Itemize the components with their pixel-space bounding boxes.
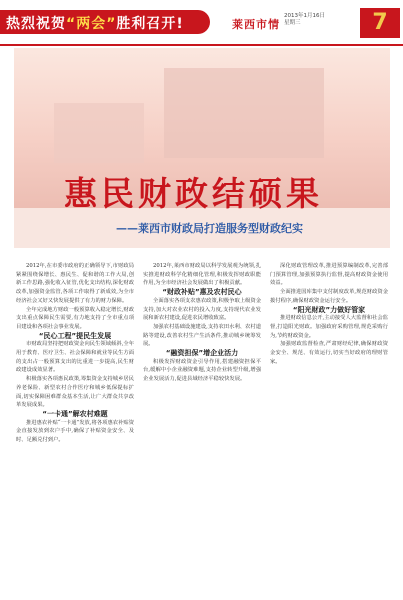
feature-photo bbox=[14, 48, 390, 248]
paragraph: 全面落实各项支农惠农政策,积极争取上级资金支持,加大对农业农村的投入力度,支持现代农业发展和新农村建设,促进农民增收致富。 bbox=[143, 297, 261, 322]
issue-date bbox=[284, 13, 325, 27]
section-heading: “财政补贴”惠及农村民心 bbox=[162, 288, 242, 297]
paragraph: 2012年,莱西市财政局以科学发展观为统领,扎实推进财政科学化精细化管理,积极发挥财政职能作用,为全市经济社会发展做出了积极贡献。 bbox=[143, 263, 261, 287]
article-column-1 bbox=[16, 262, 134, 592]
paragraph: 2012年,在市委市政府的正确领导下,市财政局紧紧围绕保增长、惠民生、促和谐的工作大局,创新工作思路,强化收入征管,优化支出结构,深化财政改革,加强资金监管,各项工作取得了新成效,为全市经济社会又好又快发展提供了有力的财力保障。 bbox=[16, 263, 134, 304]
banner-prefix: 热烈祝贺 bbox=[6, 16, 66, 32]
paragraph: 积极落实各项惠民政策,筹集资金支持城乡居民养老保险、新型农村合作医疗和城乡低保提标扩面,切实保障困难群众基本生活,让广大群众共享改革发展成果。 bbox=[16, 376, 134, 409]
page-number-box bbox=[360, 8, 400, 38]
date-line-2: 星期三 bbox=[284, 20, 301, 26]
paragraph: 推进财政信息公开,主动接受人大监督和社会监督,打造阳光财政。加强政府采购管理,规范采购行为,节约财政资金。 bbox=[270, 315, 388, 339]
section-heading: “一卡通”解农村难题 bbox=[42, 409, 108, 418]
paragraph: 市财政局坚持把财政资金向民生领域倾斜,全年用于教育、医疗卫生、社会保障和就业等民生方面的支出占一般预算支出的比重进一步提高,民生财政建设成效显著。 bbox=[16, 341, 134, 374]
feature-subheadline: ——莱西市财政局打造服务型财政纪实 bbox=[116, 222, 303, 235]
paragraph: 加强农村基础设施建设,支持农田水利、农村道路等建设,改善农村生产生活条件,推动城乡统筹发展。 bbox=[143, 323, 261, 348]
section-heading: “阳光财政”力做好管家 bbox=[292, 305, 366, 314]
section-heading: “融资担保”增企业活力 bbox=[165, 349, 239, 358]
banner-suffix: 胜利召开! bbox=[116, 16, 184, 32]
paragraph: 全面推进国库集中支付制度改革,规范财政资金拨付程序,确保财政资金运行安全。 bbox=[270, 289, 388, 304]
paragraph: 积极发挥财政资金引导作用,搭建融资担保平台,缓解中小企业融资难题,支持企业转型升级,增强企业发展活力,促进县域经济平稳较快发展。 bbox=[143, 358, 261, 383]
feature-headline: 惠民财政结硕果 bbox=[64, 174, 323, 213]
paragraph: 推进惠农补贴“一卡通”发放,将各项惠农补贴资金直接发放到农户手中,确保了补贴资金安全、及时、足额兑付到户。 bbox=[16, 419, 134, 444]
banner-highlight: “两会” bbox=[66, 16, 117, 32]
article-column-2 bbox=[143, 262, 261, 592]
article-column-3 bbox=[270, 262, 388, 592]
celebration-banner bbox=[0, 10, 210, 34]
page-number: 7 bbox=[372, 10, 388, 35]
paragraph: 深化财政管理改革,推进预算编制改革,完善部门预算管理,加强预算执行监督,提高财政资金使用效益。 bbox=[270, 263, 388, 287]
paragraph: 加强财政监督检查,严肃财经纪律,确保财政资金安全、规范、有效运行,切实当好政府的理财管家。 bbox=[270, 341, 388, 365]
section-heading: “民心工程”提民生发展 bbox=[38, 331, 112, 340]
building-silhouette-left bbox=[54, 103, 144, 163]
date-line-1: 2013年1月16日 bbox=[284, 13, 325, 19]
paragraph: 全年完成地方财政一般预算收入稳定增长,财政支出重点保障民生需要,有力地支持了全市重点项目建设和各项社会事业发展。 bbox=[16, 306, 134, 330]
building-silhouette bbox=[164, 68, 324, 158]
banner-text bbox=[6, 13, 184, 33]
newspaper-header bbox=[0, 0, 403, 44]
section-title: 莱西市情 bbox=[232, 18, 280, 31]
header-divider bbox=[0, 44, 403, 46]
